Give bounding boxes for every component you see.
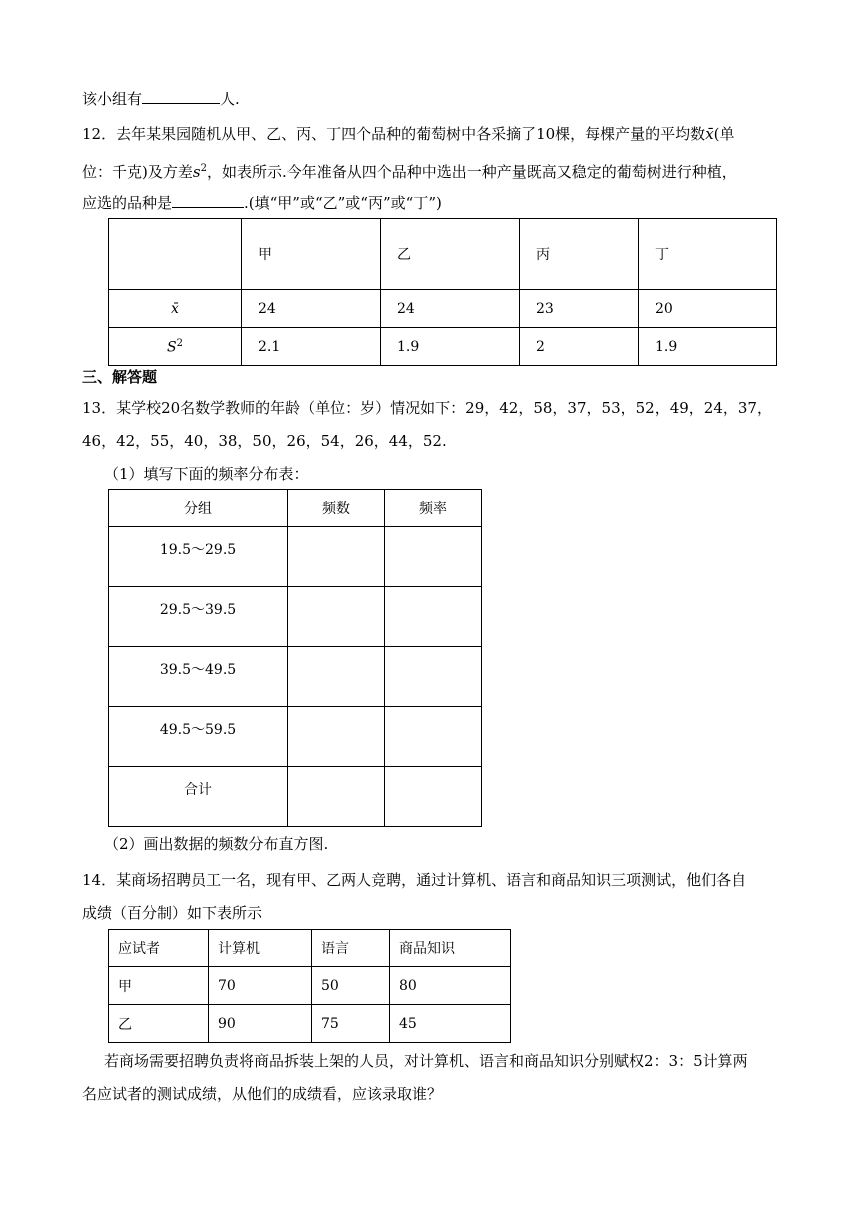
q14-score-computer: 90 [209,1005,312,1043]
q12-variance-label [109,328,242,366]
table-row [109,967,511,1005]
q12-line-1 [82,124,735,144]
q13-total-frequency-input[interactable] [385,767,482,827]
q12-text-1-end: (单 [713,125,735,143]
q14-header-product-knowledge: 商品知识 [390,930,511,967]
q12-line-3 [82,193,442,213]
q13-count-input[interactable] [288,587,385,647]
q14-line-1: 14．某商场招聘员工一名，现有甲、乙两人竞聘，通过计算机、语言和商品知识三项测试，他们各自 [82,871,747,889]
q14-score-product: 45 [390,1005,511,1043]
q13-line-2: 46，42，55，40，38，50，26，54，26，44，52. [82,432,447,450]
q12-var-bing: 2 [520,328,639,366]
q12-table-mean-row [109,290,777,328]
section-3-title: 三、解答题 [82,368,158,386]
q12-header-jia: 甲 [242,219,381,290]
q12-header-empty [109,219,242,290]
q14-header-language: 语言 [312,930,390,967]
q12-answer-blank[interactable] [172,193,244,208]
q12-mean-label: x̄ [109,290,242,328]
q12-var-jia: 2.1 [242,328,381,366]
q11-text-after: 人. [220,90,240,108]
q13-count-input[interactable] [288,527,385,587]
q13-line-1: 13．某学校20名数学教师的年龄（单位：岁）情况如下：29，42，58，37，53，52，49，24，37， [82,399,772,417]
q14-header-candidate: 应试者 [109,930,209,967]
q13-group-label: 29.5～39.5 [109,587,288,647]
q12-text-2a: 位：千克)及方差 [82,163,193,181]
q13-table-header-row [109,490,482,527]
q14-line-2: 成绩（百分制）如下表所示 [82,904,263,922]
q14-score-language: 75 [312,1005,390,1043]
q14-paragraph-1: 若商场需要招聘负责将商品拆装上架的人员，对计算机、语言和商品知识分别赋权2：3：5计算两 [104,1052,748,1070]
q14-candidate-name: 甲 [109,967,209,1005]
q13-frequency-input[interactable] [385,707,482,767]
q12-mean-ding: 20 [639,290,777,328]
q14-candidate-name: 乙 [109,1005,209,1043]
q12-mean-jia: 24 [242,290,381,328]
q12-mean-yi: 24 [381,290,520,328]
q12-table-variance-row [109,328,777,366]
q13-total-label: 合计 [109,767,288,827]
q13-frequency-table [108,489,482,827]
q14-paragraph-2: 名应试者的测试成绩，从他们的成绩看，应该录取谁？ [82,1085,443,1103]
q14-score-table [108,929,511,1043]
q13-header-count: 频数 [288,490,385,527]
q12-variance-label-sup: 2 [176,337,183,349]
q12-table [108,218,777,366]
q11-text-before: 该小组有 [82,90,143,108]
q14-score-product: 80 [390,967,511,1005]
q12-mean-symbol: x̄ [705,125,714,143]
q13-header-group: 分组 [109,490,288,527]
q12-mean-bing: 23 [520,290,639,328]
q13-part-1: （1）填写下面的频率分布表： [104,465,309,483]
q13-group-label: 49.5～59.5 [109,707,288,767]
q13-frequency-input[interactable] [385,647,482,707]
q13-total-count-input[interactable] [288,767,385,827]
q12-text-1: 12．去年某果园随机从甲、乙、丙、丁四个品种的葡萄树中各采摘了10棵，每棵产量的平均数 [82,125,706,143]
q13-group-label: 19.5～29.5 [109,527,288,587]
table-row [109,587,482,647]
q12-line-2 [82,159,737,182]
table-row [109,647,482,707]
q12-variance-symbol: s [192,163,201,181]
table-row [109,1005,511,1043]
q12-var-ding: 1.9 [639,328,777,366]
q14-header-computer: 计算机 [209,930,312,967]
q12-header-bing: 丙 [520,219,639,290]
q14-score-computer: 70 [209,967,312,1005]
q11-line [82,89,240,109]
q11-answer-blank[interactable] [142,89,220,104]
q13-header-frequency: 频率 [385,490,482,527]
q14-score-language: 50 [312,967,390,1005]
q13-count-input[interactable] [288,707,385,767]
table-row [109,707,482,767]
q13-frequency-input[interactable] [385,527,482,587]
q12-variance-sup: 2 [200,163,207,174]
q12-variance-label-s: S [167,339,177,356]
table-row [109,527,482,587]
table-row [109,767,482,827]
q12-var-yi: 1.9 [381,328,520,366]
q12-text-3a: 应选的品种是 [82,194,173,212]
q13-count-input[interactable] [288,647,385,707]
q12-text-3b: .(填“甲”或“乙”或“丙”或“丁”) [244,194,442,212]
q12-header-ding: 丁 [639,219,777,290]
q12-text-2b: ，如表所示.今年准备从四个品种中选出一种产量既高又稳定的葡萄树进行种植， [206,163,737,181]
q13-group-label: 39.5～49.5 [109,647,288,707]
q12-table-header-row [109,219,777,290]
q12-header-yi: 乙 [381,219,520,290]
q13-frequency-input[interactable] [385,587,482,647]
q13-part-2: （2）画出数据的频数分布直方图. [104,835,329,853]
q14-table-header-row [109,930,511,967]
